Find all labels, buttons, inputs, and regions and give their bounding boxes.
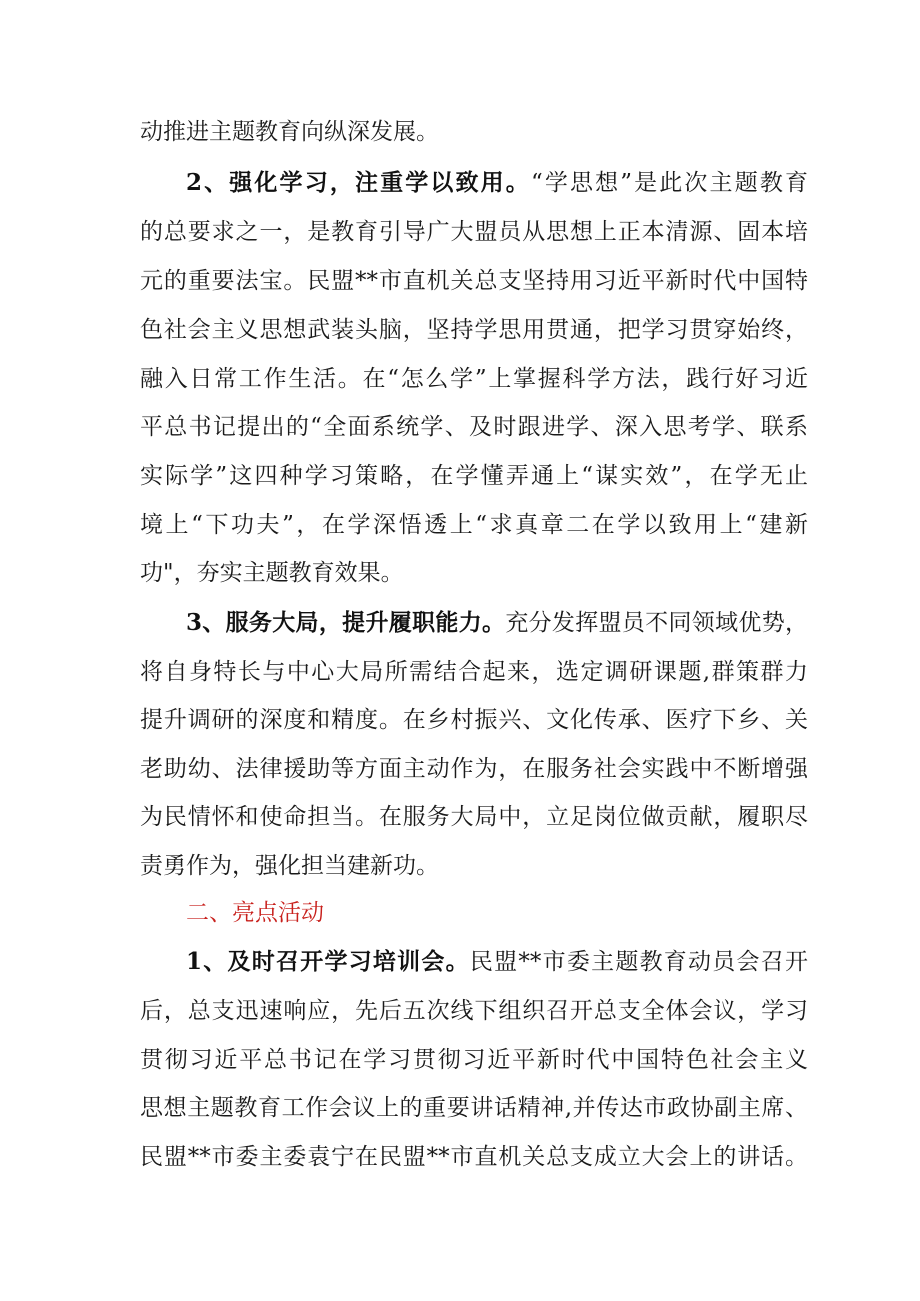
activity-1-line bbox=[140, 1088, 808, 1128]
item-3-line bbox=[140, 749, 808, 789]
item-2-line bbox=[140, 505, 808, 545]
text-line: 的总要求之一，是教育引导广大盟员从思想上正本清源、固本培 bbox=[140, 219, 808, 245]
text-line: 老助幼、法律援助等方面主动作为，在服务社会实践中不断增强 bbox=[140, 756, 808, 782]
text-line: 贯彻习近平总书记在学习贯彻习近平新时代中国特色社会主义 bbox=[140, 1047, 808, 1073]
item-2-line bbox=[140, 359, 808, 399]
item-2-line bbox=[140, 310, 808, 350]
activity-1-line bbox=[140, 1040, 808, 1080]
item-3-heading: 3、服务大局，提升履职能力。 bbox=[186, 609, 506, 636]
activity-1-text: 民盟**市委主题教育动员会召开 bbox=[469, 949, 809, 975]
item-3-text: 充分发挥盟员不同领域优势， bbox=[505, 610, 808, 636]
activity-1-line bbox=[140, 991, 808, 1031]
text-line: 境上“下功夫”，在学深悟透上“求真章二在学以致用上“建新 bbox=[140, 512, 808, 538]
text-line: 思想主题教育工作会议上的重要讲话精神,并传达市政协副主席、 bbox=[140, 1095, 808, 1121]
activity-1-first-line bbox=[186, 942, 808, 982]
text-line: 将自身特长与中心大局所需结合起来，选定调研课题,群策群力 bbox=[140, 659, 808, 685]
item-2-line bbox=[140, 261, 808, 301]
item-3-line bbox=[140, 797, 808, 837]
section-heading-two bbox=[186, 893, 586, 933]
text-line: 民盟**市委主委袁宁在民盟**市直机关总支成立大会上的讲话。 bbox=[140, 1144, 808, 1170]
text-line: 动推进主题教育向纵深发展。 bbox=[140, 119, 439, 145]
text-line: 融入日常工作生活。在“怎么学”上掌握科学方法，践行好习近 bbox=[140, 366, 808, 392]
text-line: 平总书记提出的“全面系统学、及时跟进学、深入思考学、联系 bbox=[140, 414, 808, 440]
text-line: 色社会主义思想武装头脑，坚持学思用贯通，把学习贯穿始终， bbox=[140, 317, 808, 343]
item-2-first-line bbox=[186, 163, 808, 203]
item-2-heading: 2、强化学习，注重学以致用。 bbox=[186, 169, 531, 196]
text-line: 提升调研的深度和精度。在乡村振兴、文化传承、医疗下乡、关 bbox=[140, 707, 808, 733]
item-2-line bbox=[140, 553, 780, 593]
item-3-line bbox=[140, 846, 780, 886]
text-line: 后，总支迅速响应，先后五次线下组织召开总支全体会议，学习 bbox=[140, 998, 808, 1024]
item-3-line bbox=[140, 700, 808, 740]
item-2-line bbox=[140, 212, 808, 252]
item-3-first-line bbox=[186, 603, 808, 643]
text-line: 为民情怀和使命担当。在服务大局中，立足岗位做贡献，履职尽 bbox=[140, 804, 808, 830]
activity-1-heading: 1、及时召开学习培训会。 bbox=[186, 948, 470, 975]
item-2-line bbox=[140, 456, 808, 496]
text-line: 功"，夯实主题教育效果。 bbox=[140, 560, 404, 586]
section-heading-text: 二、亮点活动 bbox=[186, 900, 324, 926]
text-line: 元的重要法宝。民盟**市直机关总支坚持用习近平新时代中国特 bbox=[140, 268, 808, 294]
activity-1-line bbox=[140, 1137, 808, 1177]
paragraph-continuation-line bbox=[140, 112, 780, 152]
text-line: 实际学”这四种学习策略，在学懂弄通上“谋实效”，在学无止 bbox=[140, 463, 808, 489]
text-line: 责勇作为，强化担当建新功。 bbox=[140, 853, 439, 879]
item-3-line bbox=[140, 652, 808, 692]
item-2-text: “学思想”是此次主题教育 bbox=[530, 170, 808, 196]
item-2-line bbox=[140, 407, 808, 447]
